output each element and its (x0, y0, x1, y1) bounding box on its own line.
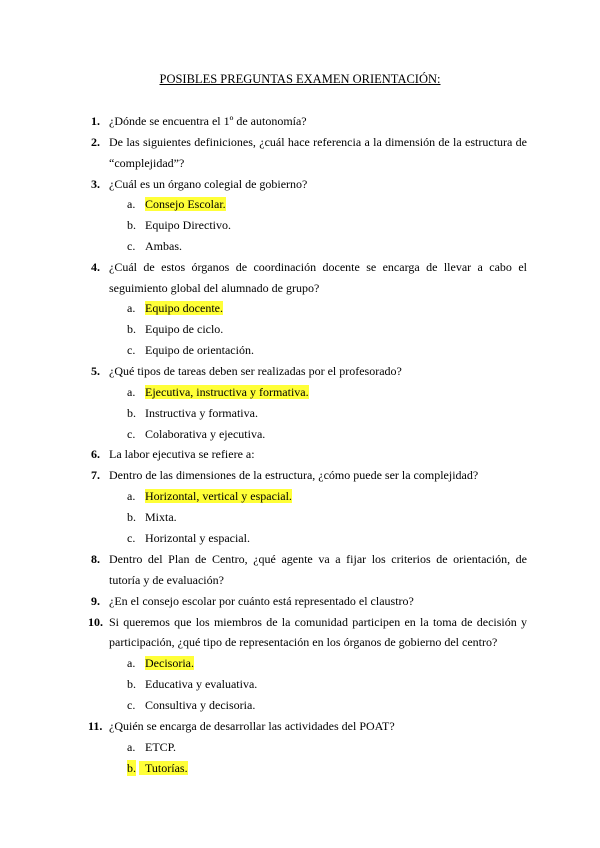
question-number: 6. (91, 447, 100, 461)
option-letter: c. (127, 427, 136, 441)
question-text: ¿Qué tipos de tareas deben ser realizadas por el profesorado? (109, 364, 402, 378)
option-text: Equipo de orientación. (145, 343, 254, 357)
option-text (145, 300, 223, 316)
question-text: ¿Cuál de estos órganos de coordinación docente se encarga de llevar a cabo el (109, 260, 527, 274)
option-letter: c. (127, 239, 136, 253)
option-letter: b. (127, 406, 136, 420)
question-number: 3. (91, 177, 100, 191)
option-letter: c. (127, 531, 136, 545)
question-text: Dentro de las dimensiones de la estructura, ¿cómo puede ser la complejidad? (109, 468, 479, 482)
option-text: Equipo Directivo. (145, 218, 231, 232)
option-text (145, 196, 226, 212)
question-text-continuation: seguimiento global del alumnado de grupo? (109, 281, 320, 295)
question-text: Dentro del Plan de Centro, ¿qué agente va a fijar los criterios de orientación, de (109, 552, 527, 566)
option-letter: a. (127, 740, 136, 754)
question-number: 9. (91, 594, 100, 608)
option-letter-highlighted: b. (127, 761, 136, 775)
option-letter: c. (127, 343, 136, 357)
question-text-continuation: participación, ¿qué tipo de representación en los órganos de gobierno del centro? (109, 635, 498, 649)
option-text: ETCP. (145, 740, 177, 754)
highlighted-answer (139, 761, 188, 775)
option-text: Ambas. (145, 239, 182, 253)
option-letter: b. (127, 677, 136, 691)
question-text: La labor ejecutiva se refiere a: (109, 447, 255, 461)
question-number: 5. (91, 364, 100, 378)
question-number: 4. (91, 260, 100, 274)
highlighted-answer: Decisoria. (145, 656, 194, 670)
question-number: 2. (91, 135, 100, 149)
highlighted-answer: Equipo docente. (145, 301, 223, 315)
question-text: ¿Cuál es un órgano colegial de gobierno? (109, 177, 308, 191)
option-letter: a. (127, 385, 136, 399)
question-number: 7. (91, 468, 100, 482)
option-text: Horizontal y espacial. (145, 531, 250, 545)
page-title: POSIBLES PREGUNTAS EXAMEN ORIENTACIÓN: (159, 72, 441, 86)
option-text (145, 488, 292, 504)
option-text: Instructiva y formativa. (145, 406, 258, 420)
option-letter: b. (127, 322, 136, 336)
highlighted-answer: Consejo Escolar. (145, 197, 226, 211)
option-letter: a. (127, 489, 136, 503)
option-letter: b. (127, 218, 136, 232)
option-text: Colaborativa y ejecutiva. (145, 427, 266, 441)
option-text (145, 384, 309, 400)
question-text-continuation: tutoría y de evaluación? (109, 573, 224, 587)
question-number: 8. (91, 552, 100, 566)
option-text (139, 760, 188, 776)
option-letter: a. (127, 656, 136, 670)
question-text: ¿En el consejo escolar por cuánto está representado el claustro? (109, 594, 414, 608)
highlighted-answer-text: Tutorías. (145, 761, 188, 775)
option-letter: b. (127, 510, 136, 524)
question-text: ¿Quién se encarga de desarrollar las actividades del POAT? (109, 719, 395, 733)
option-letter: a. (127, 301, 136, 315)
question-number: 1. (91, 114, 100, 128)
question-text: ¿Dónde se encuentra el 1º de autonomía? (109, 114, 307, 128)
question-text: Si queremos que los miembros de la comunidad participen en la toma de decisión y (109, 615, 527, 629)
question-number: 11. (88, 719, 103, 733)
option-text: Educativa y evaluativa. (145, 677, 258, 691)
question-text: De las siguientes definiciones, ¿cuál hace referencia a la dimensión de la estructura de (109, 135, 527, 149)
option-text: Equipo de ciclo. (145, 322, 224, 336)
option-letter: c. (127, 698, 136, 712)
question-text-continuation: “complejidad”? (109, 156, 185, 170)
highlighted-answer: Horizontal, vertical y espacial. (145, 489, 292, 503)
option-text: Consultiva y decisoria. (145, 698, 256, 712)
option-text (145, 655, 194, 671)
option-letter: a. (127, 197, 136, 211)
option-text: Mixta. (145, 510, 177, 524)
highlighted-answer: Ejecutiva, instructiva y formativa. (145, 385, 309, 399)
question-number: 10. (88, 615, 103, 629)
